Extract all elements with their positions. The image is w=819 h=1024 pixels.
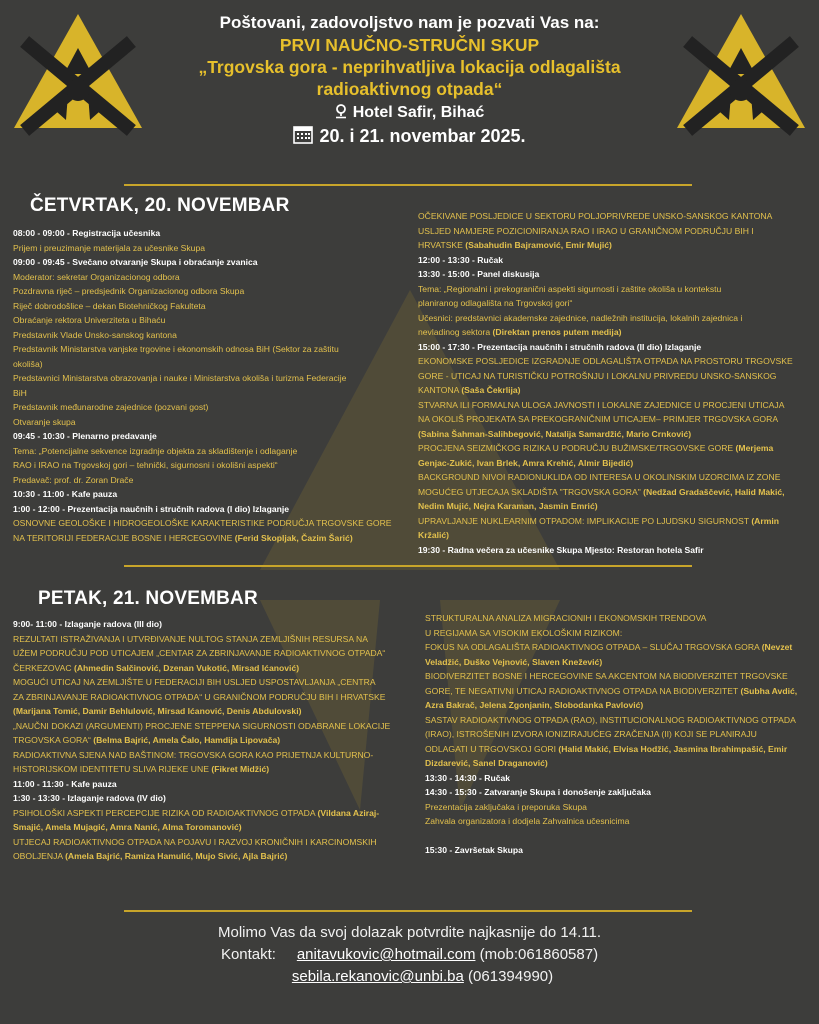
schedule-time-item [418, 340, 813, 355]
line-text: Pozdravna riječ – predsjednik Organizacionog odbora Skupa [13, 286, 245, 296]
schedule-line [13, 284, 408, 299]
schedule-line [13, 400, 408, 415]
line-text: nevladinog sektora [418, 327, 491, 337]
day1-right-schedule [418, 209, 813, 557]
schedule-line [418, 412, 813, 427]
line-text: GORE, TE NEGATIVNI UTICAJ RADIOAKTIVNOG OTPADA NA BIODIVERZITET [425, 685, 739, 696]
schedule-line [418, 296, 813, 311]
schedule-line [13, 806, 413, 821]
location-text: Hotel Safir, Bihać [352, 104, 485, 121]
line-text: ČERKEZOVAC [13, 662, 72, 673]
event-location [150, 102, 669, 124]
schedule-line [13, 719, 413, 734]
line-text: Obraćanje rektora Univerziteta u Bihaću [13, 315, 166, 325]
line-text: (Sabina Šahman-Salihbegović, Natalija Samardžić, Mario Crnković) [418, 428, 692, 439]
line-text: REZULTATI ISTRAŽIVANJA I UTVRĐIVANJE NULTOG STANJA ZEMLJIŠNIH RESURSA NA [13, 633, 368, 644]
schedule-time-item [425, 785, 815, 800]
line-text: 13:30 - 14:30 - Ručak [425, 772, 511, 783]
schedule-line [418, 441, 813, 456]
line-text: EKONOMSKE POSLJEDICE IZGRADNJE ODLAGALIŠTA OTPADA NA PROSTORU TRGOVSKE [418, 356, 793, 366]
schedule-line [13, 371, 408, 386]
email-link-1[interactable]: anitavukovic@hotmail.com [296, 946, 476, 963]
line-text: UŽEM PODRUČJU POD UTICAJEM „CENTAR ZA ZBRINJAVANJE RADIOAKTIVNOG OTPADA“ [13, 648, 386, 658]
line-text: BIODIVERZITET BOSNE I HERCEGOVINE SA AKCENTOM NA BIODIVERZITET TRGOVSKE [425, 671, 788, 681]
schedule-line [425, 626, 815, 641]
schedule-line [418, 427, 813, 442]
divider-bottom [124, 910, 692, 912]
schedule-line [13, 675, 413, 690]
schedule-line [418, 514, 813, 529]
line-text: Predstavnici Ministarstva obrazovanja i nauke i Ministarstva okoliša i turizma Federacije [13, 373, 347, 383]
authors: (Ferid Skopljak, Čazim Šarić) [234, 532, 353, 543]
day1-title: ČETVRTAK, 20. NOVEMBAR [30, 195, 290, 216]
line-text: 11:00 - 11:30 - Kafe pauza [13, 778, 117, 789]
line-text: STRUKTURALNA ANALIZA MIGRACIONIH I EKONOMSKIH TRENDOVA [425, 613, 707, 623]
line-text: (IRAO), ISTROŠENIH IZVORA IONIZIRAJUĆEG ZRAČENJA (II) KOJI SE PLANIRAJU [425, 729, 757, 739]
schedule-line [13, 386, 408, 401]
schedule-line [418, 485, 813, 500]
authors: (Nevzet [761, 642, 793, 652]
authors: (Belma Bajrić, Amela Čalo, Hamdija Lipovača) [93, 735, 281, 745]
schedule-line [418, 499, 813, 514]
line-text: BACKGROUND NIVOI RADIONUKLIDA OD INTERESA U OKOLINSKIM UZORCIMA IZ ZONE [418, 472, 781, 482]
line-text: Genjac-Zukić, Ivan Brlek, Amra Krehić, Almir Bijedić) [418, 457, 634, 468]
schedule-line [13, 458, 408, 473]
authors: (Ahmedin Salčinović, Dzenan Vukotić, Mirsad Ićanović) [73, 662, 300, 673]
line-text: Azra Bakrač, Jelena Zgonjanin, Slobodanka Pavlović) [425, 700, 644, 710]
line-text: FOKUS NA ODLAGALIŠTA RADIOAKTIVNOG OTPADA – SLUČAJ TRGOVSKA GORA [425, 642, 760, 652]
line-text: UPRAVLJANJE NUKLEARNIM OTPADOM: IMPLIKACIJE PO LJUDSKU SIGURNOST [418, 515, 749, 526]
schedule-line [418, 311, 813, 326]
line-text: MOGUĆEG UTJECAJA SKLADIŠTA "TRGOVSKA GORA" [418, 486, 641, 497]
event-type: PRVI NAUČNO-STRUČNI SKUP [279, 35, 540, 55]
schedule-line [13, 690, 413, 705]
schedule-line [13, 748, 413, 763]
authors: (Fikret Midžić) [211, 764, 270, 774]
phone-1: (mob:061860587) [479, 946, 599, 963]
line-text: OČEKIVANE POSLJEDICE U SEKTORU POLJOPRIVREDE UNSKO-SANSKOG KANTONA [418, 211, 773, 221]
schedule-line [418, 325, 813, 340]
line-text: GORE - UTICAJ NA TURISTIČKU POTROŠNJU I LOKALNU PRIVREDU UNSKO-SANSKOG [418, 370, 777, 381]
schedule-line [418, 369, 813, 384]
line-text: HISTORIJSKOM IDENTITETU SLIVA RIJEKE UNE [13, 764, 209, 774]
day1-left-schedule [13, 226, 408, 545]
schedule-line [13, 328, 408, 343]
line-text: 9:00- 11:00 - Izlaganje radova (III dio) [13, 619, 163, 629]
schedule-line [425, 727, 815, 742]
line-text: USLJED NAMJERE POZICIONIRANJA RAO I IRAO U GRANIČNOM PODRUČJU BIH I [418, 225, 754, 236]
line-text: Predavač: prof. dr. Zoran Drače [13, 474, 134, 485]
schedule-line [13, 313, 408, 328]
schedule-line [418, 383, 813, 398]
day2-right-schedule [425, 611, 815, 857]
authors: (Sabahudin Bajramović, Emir Mujić) [465, 240, 612, 250]
schedule-time-item [13, 226, 408, 241]
event-dates [150, 124, 669, 148]
schedule-time-item [13, 791, 413, 806]
schedule-line [418, 354, 813, 369]
line-text: PROCJENA SEIZMIČKOG RIZIKA U PODRUČJU BUŽIMSKE/TRGOVSKE GORE [418, 443, 734, 453]
line-text: SASTAV RADIOAKTIVNOG OTPADA (RAO), INSTITUCIONALNOG RADIOAKTIVNOG OTPADA [425, 714, 796, 725]
schedule-time-item [418, 267, 813, 282]
line-text: BiH [13, 387, 27, 398]
schedule-line [13, 241, 408, 256]
schedule-line [13, 473, 408, 488]
schedule-time-item [425, 771, 815, 786]
confirm-text: Molimo Vas da svoj dolazak potvrdite najkasnije do 14.11. [218, 924, 601, 941]
schedule-line [13, 733, 413, 748]
line-text: Prijem i preuzimanje materijala za učesnike Skupa [13, 242, 206, 253]
schedule-line [13, 849, 413, 864]
line-text: Kržalić) [418, 530, 450, 540]
line-text: STVARNA ILI FORMALNA ULOGA JAVNOSTI I LOKALNE ZAJEDNICE U PROCJENI UTICAJA [418, 399, 785, 410]
authors: (Merjema [735, 443, 774, 453]
schedule-line [13, 632, 413, 647]
authors: (Amela Bajrić, Ramiza Hamulić, Mujo Sivić, Ajla Bajrić) [65, 851, 288, 861]
schedule-line [425, 611, 815, 626]
line-text: 10:30 - 11:00 - Kafe pauza [13, 489, 118, 499]
line-text: Dizdarević, Sanel Draganović) [425, 758, 548, 768]
line-text: Zahvala organizatora i dodjela Zahvalnica učesnicima [425, 816, 630, 826]
line-text: Smajić, Amela Mujagić, Amra Nanić, Alma Toromanović) [13, 822, 242, 832]
line-text: Predstavnik Ministarstva vanjske trgovine i ekonomskih odnosa BiH (Sektor za zaštitu [13, 344, 339, 354]
location-pin-icon [335, 104, 347, 119]
schedule-line [13, 531, 408, 546]
line-text: NA OKOLIŠ PROJEKATA SA PREKOGRANIČNIM UTICAJEM– PRIMJER TRGOVSKA GORA [418, 414, 779, 424]
line-text: ODLAGATI U TRGOVSKOJ GORI [425, 743, 556, 754]
line-text: RAO i IRAO na Trgovskoj gori – tehnički, sigurnosni i okolišni aspekti“ [13, 460, 278, 470]
line-text: okoliša) [13, 358, 43, 369]
line-text: Predstavnik Vlade Unsko-sanskog kantona [13, 329, 177, 340]
schedule-line [425, 742, 815, 757]
line-text: 19:30 - Radna večera za učesnike Skupa Mjesto: Restoran hotela Safir [418, 544, 704, 555]
schedule-line [425, 640, 815, 655]
line-text: U REGIJAMA SA VISOKIM EKOLOŠKIM RIZIKOM: [425, 627, 623, 638]
dates-text: 20. i 21. novembar 2025. [319, 126, 526, 146]
line-text: PSIHOLOŠKI ASPEKTI PERCEPCIJE RIZIKA OD RADIOAKTIVNOG OTPADA [13, 807, 316, 818]
schedule-line [13, 835, 413, 850]
line-text: Riječ dobrodošlice – dekan Biotehničkog Fakulteta [13, 300, 206, 311]
schedule-line [13, 270, 408, 285]
schedule-line [418, 209, 813, 224]
radiation-symbol-left-icon [8, 8, 148, 148]
schedule-line [418, 470, 813, 485]
contact-footer [0, 922, 819, 988]
schedule-time-item [13, 429, 408, 444]
phone-2: (061394990) [468, 968, 554, 985]
schedule-line [425, 669, 815, 684]
contact-row-1 [0, 944, 819, 966]
schedule-time-item [13, 487, 408, 502]
line-text: ZA ZBRINJAVANJE RADIOAKTIVNOG OTPADA“ U GRANIČNOM PODRUČJU BIH I HRVATSKE [13, 691, 386, 702]
line-text: 1:00 - 12:00 - Prezentacija naučnih i stručnih radova (I dio) Izlaganje [13, 503, 290, 514]
schedule-line [425, 756, 815, 771]
schedule-line [425, 698, 815, 713]
divider-top [124, 184, 692, 186]
greeting: Poštovani, zadovoljstvo nam je pozvati Vas na: [219, 13, 600, 32]
authors: (Armin [751, 515, 780, 526]
schedule-line [13, 516, 408, 531]
contact-label: Kontakt: [220, 946, 276, 963]
schedule-time-item [13, 502, 408, 517]
line-text: NA TERITORIJI FEDERACIJE BOSNE I HERCEGOVINE [13, 532, 233, 543]
line-text: Moderator: sekretar Organizacionog odbora [13, 271, 180, 282]
calendar-icon [293, 124, 313, 144]
authors: (Vildana Aziraj- [317, 807, 380, 818]
schedule-line [418, 238, 813, 253]
line-text: Učesnici: predstavnici akademske zajednice, nadležnih institucija, lokalnih zajednica i [418, 312, 743, 323]
schedule-line [13, 661, 413, 676]
schedule-line [418, 528, 813, 543]
schedule-line [13, 444, 408, 459]
line-text: 09:45 - 10:30 - Plenarno predavanje [13, 431, 157, 441]
line-text: 13:30 - 15:00 - Panel diskusija [418, 269, 540, 279]
line-text: 08:00 - 09:00 - Registracija učesnika [13, 228, 161, 238]
schedule-line [418, 282, 813, 297]
line-text: RADIOAKTIVNA SJENA NAD BAŠTINOM: TRGOVSKA GORA KAO PRIJETNJA KULTURNO- [13, 749, 374, 760]
invitation-header [150, 12, 669, 148]
line-text: 15:30 - Završetak Skupa [425, 844, 523, 855]
line-text: Prezentacija zaključaka i preporuka Skupa [425, 801, 587, 812]
day2-left-schedule [13, 617, 413, 864]
line-text: planiranog odlagališta na Trgovskoj gori“ [418, 298, 573, 308]
schedule-line [425, 814, 815, 829]
radiation-symbol-right-icon [671, 8, 811, 148]
schedule-time-item [425, 843, 815, 858]
line-text: 12:00 - 13:30 - Ručak [418, 254, 504, 265]
schedule-time-item [13, 617, 413, 632]
email-link-2[interactable]: sebila.rekanovic@unbi.ba [291, 968, 464, 985]
authors: (Subha Avdić, [740, 685, 798, 696]
line-text: Otvaranje skupa [13, 416, 76, 427]
schedule-line [13, 299, 408, 314]
line-text: MOGUĆI UTICAJ NA ZEMLJIŠTE U FEDERACIJI BIH USLJED USPOSTAVLJANJA „CENTRA [13, 677, 376, 687]
schedule-line [13, 415, 408, 430]
schedule-line [425, 655, 815, 670]
schedule-line [13, 762, 413, 777]
line-text: 15:00 - 17:30 - Prezentacija naučnih i stručnih radova (II dio) Izlaganje [418, 341, 702, 352]
schedule-time-item [13, 255, 408, 270]
line-text: OBOLJENJA [13, 851, 63, 861]
schedule-line [425, 684, 815, 699]
line-text: Tema: „Regionalni i prekogranični aspekti sigurnosti i zaštite okoliša u kontekstu [418, 283, 722, 294]
contact-row-2 [0, 966, 819, 988]
line-text: Tema: „Potencijalne sekvence izgradnje objekta za skladištenje i odlaganje [13, 445, 298, 456]
line-text: KANTONA [418, 385, 459, 395]
line-text: OSNOVNE GEOLOŠKE I HIDROGEOLOŠKE KARAKTERISTIKE PODRUČJA TRGOVSKE GORE [13, 518, 392, 528]
line-text: (Marijana Tomić, Damir Behlulović, Mirsad Ićanović, Denis Abdulovski) [13, 706, 302, 716]
line-text: 09:00 - 09:45 - Svečano otvaranje Skupa i obraćanje zvanica [13, 257, 258, 267]
schedule-line [13, 342, 408, 357]
authors: (Saša Čekrlija) [461, 385, 521, 395]
schedule-line [418, 224, 813, 239]
line-text: UTJECAJ RADIOAKTIVNOG OTPADA NA POJAVU I RAZVOJ KRONIČNIH I KARCINOMSKIH [13, 836, 377, 847]
schedule-line [418, 398, 813, 413]
schedule-line [13, 357, 408, 372]
event-title-line1: „Trgovska gora - neprihvatljiva lokacija odlagališta [198, 57, 621, 77]
schedule-line [13, 704, 413, 719]
authors: (Nedžad Gradaščević, Halid Makić, [643, 486, 785, 497]
schedule-time-item [13, 777, 413, 792]
schedule-line [418, 456, 813, 471]
schedule-line [13, 820, 413, 835]
schedule-line [13, 646, 413, 661]
line-text: HRVATSKE [418, 240, 463, 250]
line-text: Nedim Mujić, Nejra Karaman, Jasmin Emrić) [418, 501, 598, 511]
spacer [425, 829, 815, 843]
schedule-time-item [418, 543, 813, 558]
line-text: Veladžić, Duško Vejnović, Slaven Knežević) [425, 656, 603, 667]
line-text: 14:30 - 15:30 - Zatvaranje Skupa i donošenje zaključaka [425, 787, 651, 797]
authors: (Direktan prenos putem medija) [492, 327, 622, 337]
day2-title: PETAK, 21. NOVEMBAR [38, 588, 258, 609]
authors: (Halid Makić, Elvisa Hodžić, Jasmina Ibrahimpašić, Emir [558, 743, 788, 754]
schedule-time-item [418, 253, 813, 268]
line-text: TRGOVSKA GORA“ [13, 735, 91, 745]
line-text: Predstavnik međunarodne zajednice (pozvani gost) [13, 402, 209, 412]
line-text: „NAUČNI DOKAZI (ARGUMENTI) PROCJENE STEPPENA SIGURNOSTI ODABRANE LOKACIJE [13, 720, 391, 731]
divider-middle [124, 565, 692, 567]
schedule-line [425, 800, 815, 815]
event-title-line2: radioaktivnog otpada“ [316, 79, 503, 99]
schedule-line [425, 713, 815, 728]
line-text: 1:30 - 13:30 - Izlaganje radova (IV dio) [13, 793, 166, 803]
